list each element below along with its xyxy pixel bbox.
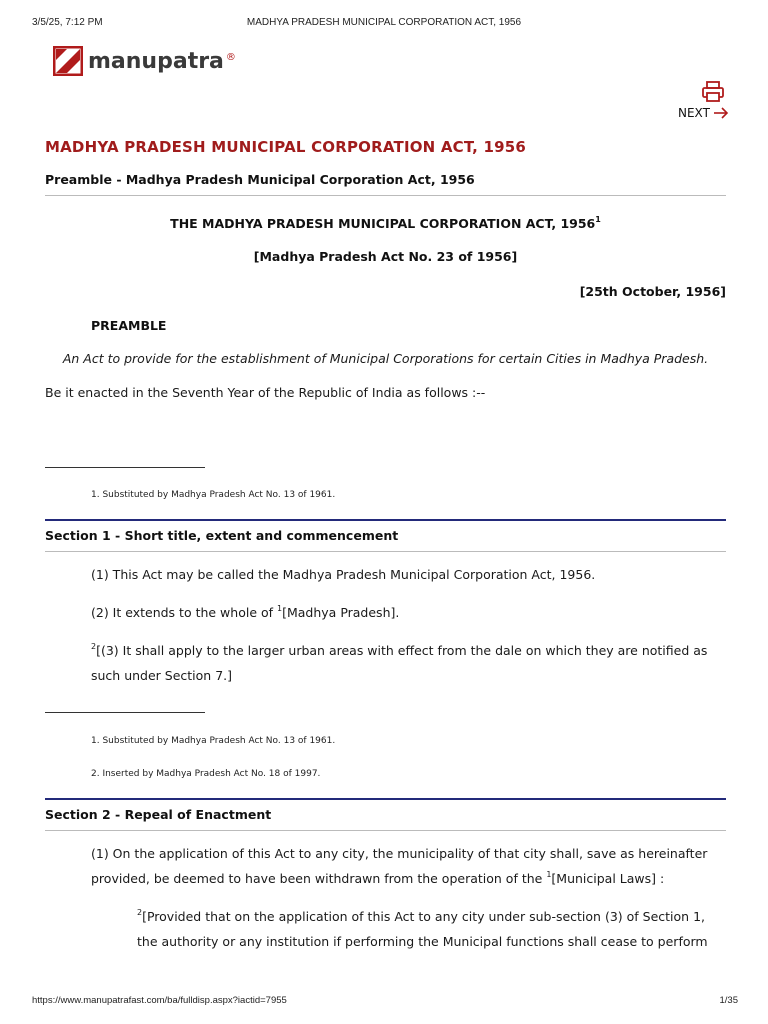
registered-mark: ® <box>225 51 236 63</box>
preamble-text: An Act to provide for the establishment of Municipal Corporations for certain Cities in Madhya Pradesh. <box>62 351 709 366</box>
para-text: [Provided that on the application of this Act to any city under sub-section (3) of Section 1, <box>142 909 705 924</box>
section-divider <box>45 195 726 196</box>
enacting-clause: Be it enacted in the Seventh Year of the Republic of India as follows :-- <box>45 385 486 400</box>
section-2-para-1 <box>91 841 726 891</box>
para-text: [(3) It shall apply to the larger urban areas with effect from the dale on which they are notified as <box>96 643 708 658</box>
print-page-number: 1/35 <box>719 995 738 1006</box>
preamble-label: PREAMBLE <box>91 318 167 333</box>
act-name-heading <box>45 216 726 231</box>
para-text: provided, be deemed to have been withdrawn from the operation of the <box>91 871 547 886</box>
next-label: NEXT <box>678 106 710 120</box>
section-2-heading: Section 2 - Repeal of Enactment <box>45 807 272 822</box>
act-title: MADHYA PRADESH MUNICIPAL CORPORATION ACT, 1956 <box>45 138 527 156</box>
arrow-right-icon <box>713 107 729 119</box>
section-divider-blue <box>45 519 726 521</box>
print-url: https://www.manupatrafast.com/ba/fulldisp.aspx?iactid=7955 <box>32 995 287 1006</box>
footnote-item: 1. Substituted by Madhya Pradesh Act No. 13 of 1961. <box>91 490 336 500</box>
para-text: (2) It extends to the whole of <box>91 605 278 620</box>
footnote-ref[interactable]: 2 <box>137 907 143 917</box>
brand-name: manupatra <box>88 48 224 74</box>
act-name-footnote-ref[interactable]: 1 <box>595 214 601 224</box>
section-divider-blue <box>45 798 726 800</box>
footnote-separator <box>45 712 205 713</box>
para-text: such under Section 7.] <box>91 668 233 683</box>
section-divider <box>45 830 726 831</box>
section-2-proviso <box>137 904 726 954</box>
footnote-separator <box>45 467 205 468</box>
act-name: THE MADHYA PRADESH MUNICIPAL CORPORATION ACT, 1956 <box>170 216 596 231</box>
footnote-item: 2. Inserted by Madhya Pradesh Act No. 18 of 1997. <box>91 769 321 779</box>
section-1-para-3 <box>91 638 726 688</box>
preamble-heading: Preamble - Madhya Pradesh Municipal Corporation Act, 1956 <box>45 172 475 187</box>
act-number: [Madhya Pradesh Act No. 23 of 1956] <box>253 249 518 264</box>
section-1-heading: Section 1 - Short title, extent and commencement <box>45 528 399 543</box>
footnote-ref[interactable]: 1 <box>277 603 283 613</box>
footnote-ref[interactable]: 2 <box>91 641 97 651</box>
para-text: [Municipal Laws] : <box>551 871 665 886</box>
para-text: (1) On the application of this Act to any city, the municipality of that city shall, save as hereinafter <box>91 846 708 861</box>
footnote-item: 1. Substituted by Madhya Pradesh Act No. 13 of 1961. <box>91 736 336 746</box>
para-text: the authority or any institution if performing the Municipal functions shall cease to perform <box>137 934 708 949</box>
section-1-para-1: (1) This Act may be called the Madhya Pradesh Municipal Corporation Act, 1956. <box>91 567 596 582</box>
act-date: [25th October, 1956] <box>579 284 726 299</box>
manupatra-logo[interactable] <box>53 46 236 76</box>
next-link[interactable] <box>678 106 729 120</box>
section-divider <box>45 551 726 552</box>
print-page-title: MADHYA PRADESH MUNICIPAL CORPORATION ACT, 1956 <box>246 17 522 28</box>
manupatra-logo-icon <box>53 46 83 76</box>
print-icon[interactable] <box>701 81 725 103</box>
print-datetime: 3/5/25, 7:12 PM <box>32 17 103 28</box>
footnote-ref[interactable]: 1 <box>546 869 552 879</box>
section-1-para-2 <box>91 600 399 625</box>
para-text: [Madhya Pradesh]. <box>282 605 400 620</box>
